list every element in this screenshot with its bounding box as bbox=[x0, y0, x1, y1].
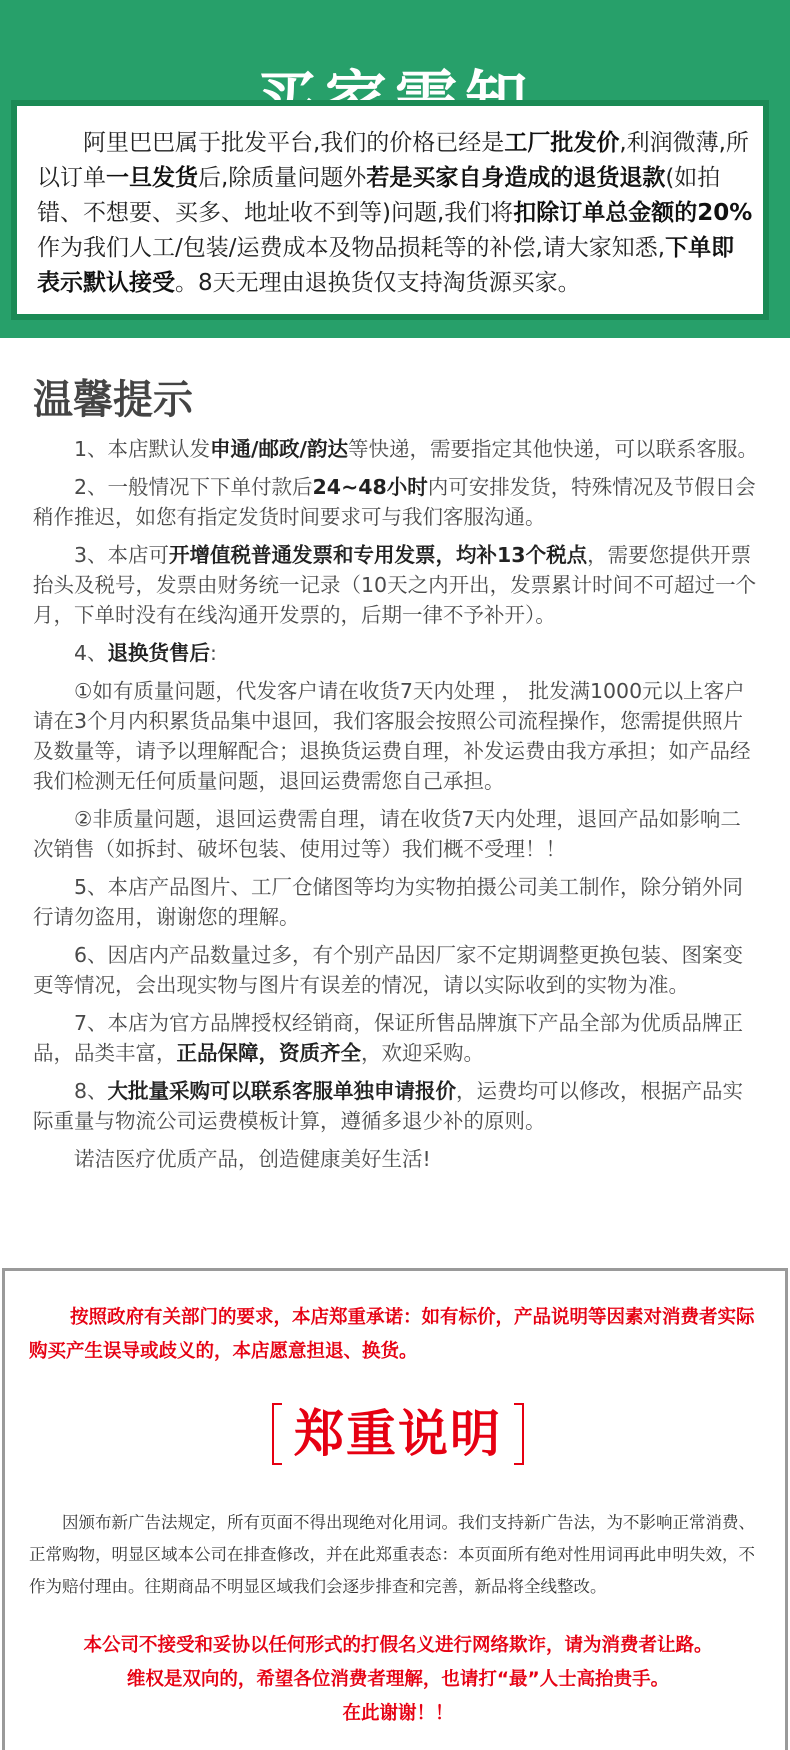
tips-title: 温馨提示 bbox=[33, 377, 193, 423]
tip-item-8 bbox=[33, 1076, 759, 1136]
tip-item-4-1: ①如有质量问题，代发客户请在收货7天内处理 ， 批发满1000元以上客户请在3个月内积累货品集中退回，我们客服会按照公司流程操作，您需提供照片及数量等，请予以理解配合；退换货运费自理，补发运费由我方承担；如产品经我们检测无任何质量问题，退回运费需您自己承担。 bbox=[33, 679, 751, 793]
tips-list bbox=[33, 434, 759, 1182]
statement-heading-wrap bbox=[5, 1403, 790, 1473]
left-bracket-icon bbox=[272, 1403, 282, 1465]
notice-text-part: 作为我们人工/包装/运费成本及物品损耗等的补偿,请大家知悉, bbox=[37, 235, 666, 261]
statement-warning bbox=[5, 1629, 790, 1731]
right-bracket-icon bbox=[514, 1403, 524, 1465]
tip-item-2 bbox=[33, 472, 759, 532]
tip-text: 4、 bbox=[74, 641, 108, 665]
tip-emphasis: 开增值税普通发票和专用发票，均补13个税点 bbox=[169, 543, 588, 567]
notice-emphasis: 下单即表示默认接受 bbox=[37, 235, 735, 296]
notice-text-part: 阿里巴巴属于批发平台,我们的价格已经是 bbox=[83, 130, 505, 156]
solemn-statement-section bbox=[2, 1268, 788, 1750]
warm-tips-section bbox=[0, 338, 790, 1268]
notice-text-part: (如拍错、不想要、买多、地址收不到等)问题,我们将 bbox=[37, 165, 721, 226]
notice-text bbox=[37, 126, 757, 301]
tip-text: 8、 bbox=[74, 1079, 108, 1103]
tip-item-5: 5、本店产品图片、工厂仓储图等均为实物拍摄公司美工制作，除分销外同行请勿盗用，谢谢您的理解。 bbox=[33, 875, 744, 929]
tip-text: 1、本店默认发 bbox=[74, 437, 211, 461]
notice-text-part: 后,除质量问题外 bbox=[198, 165, 367, 191]
notice-emphasis: 工厂批发价 bbox=[504, 130, 620, 156]
tip-item-6: 6、因店内产品数量过多，有个别产品因厂家不定期调整更换包装、图案变更等情况，会出现实物与图片有误差的情况，请以实际收到的实物为准。 bbox=[33, 943, 744, 997]
statement-body: 因颁布新广告法规定，所有页面不得出现绝对化用词。我们支持新广告法，为不影响正常消费、正常购物，明显区域本公司在排查修改，并在此郑重表态：本页面所有绝对性用词再此申明失效，不作为赔付理由。往期商品不明显区域我们会逐步排查和完善，新品将全线整改。 bbox=[29, 1513, 755, 1596]
tip-text: ，需要您提供开票抬头及税号，发票由财务统一记录（10天之内开出，发票累计时间不可超过一个月，下单时没有在线沟通开发票的，后期一律不予补开）。 bbox=[33, 543, 757, 627]
tip-emphasis: 24~48小时 bbox=[312, 475, 428, 499]
tip-emphasis: 大批量采购可以联系客服单独申请报价 bbox=[107, 1079, 457, 1103]
notice-text-part: ,利润微薄,所以订单 bbox=[37, 130, 749, 191]
tip-text: 等快递，需要指定其他快递，可以联系客服。 bbox=[348, 437, 759, 461]
tip-text: 2、一般情况下下单付款后 bbox=[74, 475, 313, 499]
tip-item-1 bbox=[33, 434, 759, 464]
tip-text: : bbox=[210, 641, 217, 665]
buyer-notice-banner bbox=[0, 0, 790, 338]
tip-item-3 bbox=[33, 540, 759, 630]
notice-emphasis: 若是买家自身造成的退货退款 bbox=[366, 165, 666, 191]
tip-text: 内可安排发货，特殊情况及节假日会稍作推迟，如您有指定发货时间要求可与我们客服沟通。 bbox=[33, 475, 756, 529]
store-promise: 按照政府有关部门的要求，本店郑重承诺：如有标价，产品说明等因素对消费者实际购买产生误导或歧义的，本店愿意担退、换货。 bbox=[29, 1307, 755, 1362]
tip-text: ，欢迎采购。 bbox=[361, 1041, 484, 1065]
notice-emphasis: 扣除订单总金额的20% bbox=[513, 200, 753, 226]
tip-emphasis: 申通/邮政/韵达 bbox=[210, 437, 349, 461]
tip-text: 3、本店可 bbox=[74, 543, 170, 567]
tip-item-4-2: ②非质量问题，退回运费需自理，请在收货7天内处理，退回产品如影响二次销售（如拆封、破坏包装、使用过等）我们概不受理！！ bbox=[33, 807, 741, 861]
warning-line-3: 在此谢谢！！ bbox=[342, 1703, 454, 1724]
tip-text: ，运费均可以修改，根据产品实际重量与物流公司运费模板计算，遵循多退少补的原则。 bbox=[33, 1079, 744, 1133]
tips-closing: 诺洁医疗优质产品，创造健康美好生活! bbox=[74, 1147, 431, 1171]
warning-line-2: 维权是双向的，希望各位消费者理解，也请打“最”人士高抬贵手。 bbox=[126, 1669, 670, 1690]
tip-text: 7、本店为官方品牌授权经销商，保证所售品牌旗下产品全部为优质品牌正品，品类丰富， bbox=[33, 1011, 744, 1065]
notice-box bbox=[11, 100, 769, 320]
statement-heading: 郑重说明 bbox=[294, 1405, 502, 1463]
notice-emphasis: 一旦发货 bbox=[106, 165, 198, 191]
tip-item-4 bbox=[33, 638, 759, 668]
tip-item-7 bbox=[33, 1008, 759, 1068]
notice-text-part: 。8天无理由退换货仅支持淘货源买家。 bbox=[175, 270, 581, 296]
warning-line-1: 本公司不接受和妥协以任何形式的打假名义进行网络欺诈，请为消费者让路。 bbox=[83, 1635, 713, 1656]
tip-emphasis: 正品保障，资质齐全 bbox=[176, 1041, 361, 1065]
tip-emphasis: 退换货售后 bbox=[107, 641, 211, 665]
